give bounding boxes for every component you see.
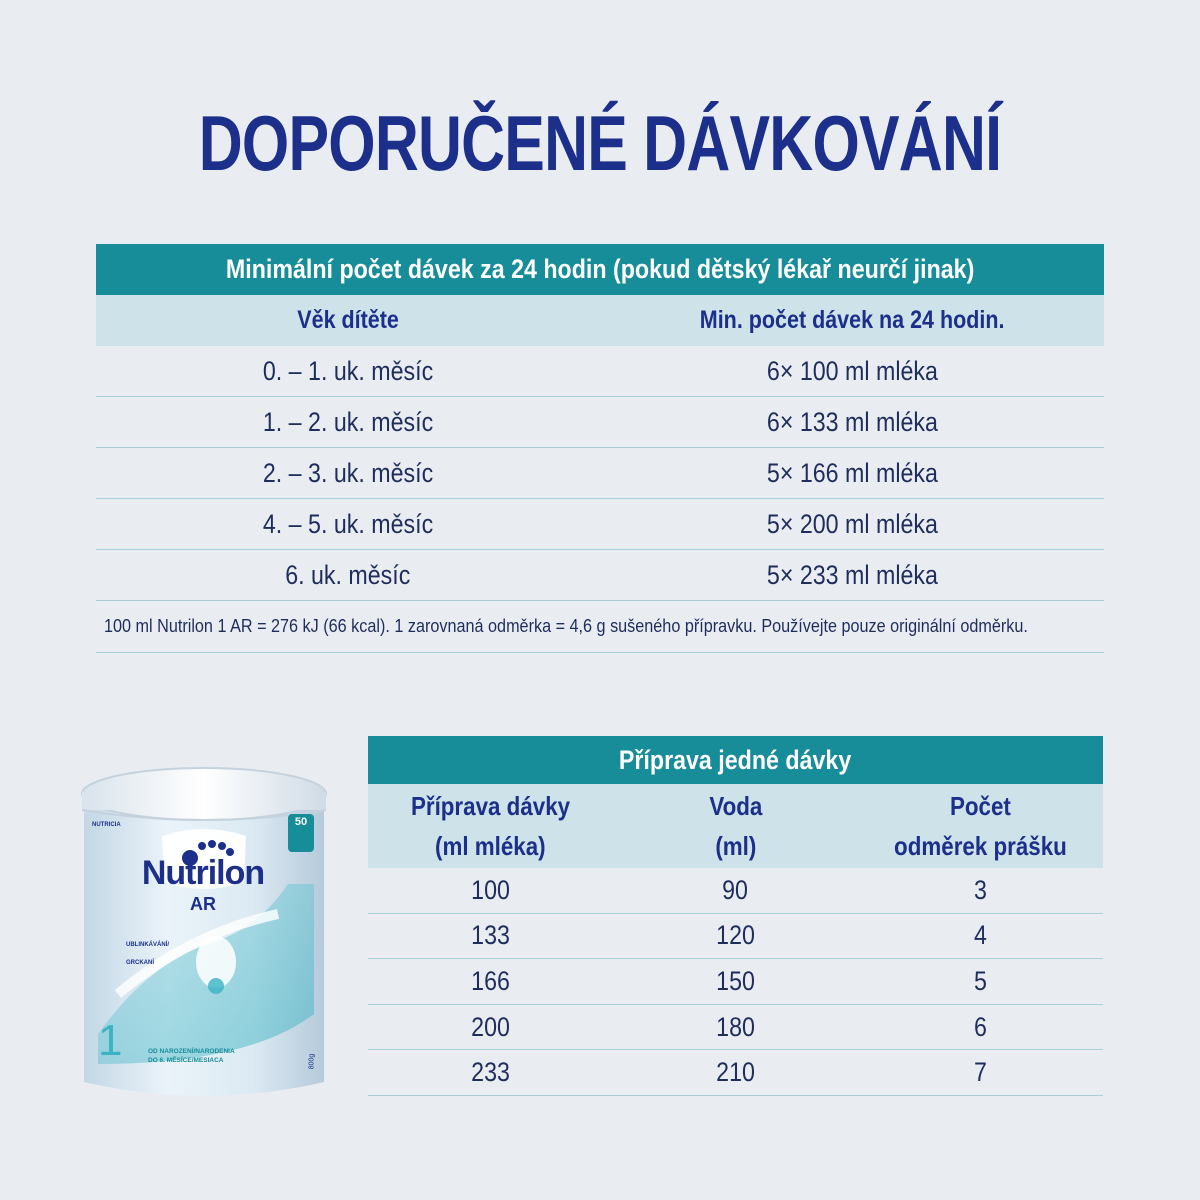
column-header-scoops: Počet odměrek prášku (894, 791, 1067, 861)
table-row (368, 914, 1103, 960)
scoops-cell: 7 (974, 1057, 987, 1088)
product-can-image (78, 764, 330, 1104)
can-claim-1: UBLINKÁVÁNÍ/ (126, 942, 169, 948)
water-cell: 210 (716, 1057, 755, 1088)
table-row (368, 868, 1103, 914)
dose-cell: 6× 133 ml mléka (766, 406, 938, 437)
nutrition-note: 100 ml Nutrilon 1 AR = 276 kJ (66 kcal). 1 zarovnaná odměrka = 4,6 g sušeného přípravku. Používejte pouze originální odměrku. (96, 601, 1104, 653)
can-age-line-1: OD NAROZENÍ/NARODENIA (148, 1048, 235, 1055)
dose-cell: 5× 200 ml mléka (766, 508, 938, 539)
can-weight: 800g (308, 1053, 316, 1070)
preparation-table-header: Příprava jedné dávky (368, 736, 1103, 784)
daily-doses-table-header: Minimální počet dávek za 24 hodin (pokud dětský lékař neurčí jinak) (96, 244, 1104, 295)
water-cell: 150 (716, 965, 755, 996)
water-cell: 90 (722, 874, 749, 905)
can-brand-name: Nutrilon (141, 854, 265, 892)
daily-doses-column-headers (96, 295, 1104, 346)
scoops-cell: 5 (974, 965, 987, 996)
age-cell: 6. uk. měsíc (285, 559, 411, 590)
column-header-min-doses: Min. počet dávek na 24 hodin. (699, 306, 1005, 334)
milk-cell: 166 (471, 965, 510, 996)
table-row (96, 448, 1104, 499)
can-maker-label: NUTRICIA (92, 822, 121, 828)
daily-doses-table (96, 244, 1104, 653)
dose-cell: 5× 233 ml mléka (766, 559, 938, 590)
dose-cell: 5× 166 ml mléka (766, 457, 938, 488)
column-header-age: Věk dítěte (297, 306, 399, 334)
scoops-cell: 3 (974, 874, 987, 905)
preparation-table (368, 736, 1103, 1096)
water-cell: 120 (716, 920, 755, 951)
dose-cell: 6× 100 ml mléka (766, 355, 938, 386)
milk-cell: 200 (471, 1011, 510, 1042)
page-title: DOPORUČENÉ DÁVKOVÁNÍ (198, 99, 1002, 187)
table-row (368, 1050, 1103, 1096)
can-claim-2: GRCKANÍ (126, 960, 154, 966)
can-age-line-2: DO 6. MĚSÍCE/MESIACA (148, 1057, 224, 1064)
column-header-milk: Příprava dávky (ml mléka) (410, 791, 571, 861)
table-row (96, 346, 1104, 397)
column-header-water: Voda (ml) (708, 791, 762, 861)
can-variant: AR (190, 894, 216, 914)
scoops-cell: 4 (974, 920, 987, 951)
preparation-column-headers (368, 784, 1103, 868)
can-badge: 50 (294, 816, 308, 828)
milk-cell: 100 (471, 874, 510, 905)
scoops-cell: 6 (974, 1011, 987, 1042)
table-row (368, 1005, 1103, 1051)
age-cell: 0. – 1. uk. měsíc (262, 355, 434, 386)
table-row (96, 550, 1104, 601)
age-cell: 4. – 5. uk. měsíc (262, 508, 434, 539)
age-cell: 2. – 3. uk. měsíc (262, 457, 434, 488)
milk-cell: 133 (471, 920, 510, 951)
table-row (96, 499, 1104, 550)
age-cell: 1. – 2. uk. měsíc (262, 406, 434, 437)
can-stage-number: 1 (98, 1016, 123, 1065)
table-row (96, 397, 1104, 448)
water-cell: 180 (716, 1011, 755, 1042)
milk-cell: 233 (471, 1057, 510, 1088)
table-row (368, 959, 1103, 1005)
